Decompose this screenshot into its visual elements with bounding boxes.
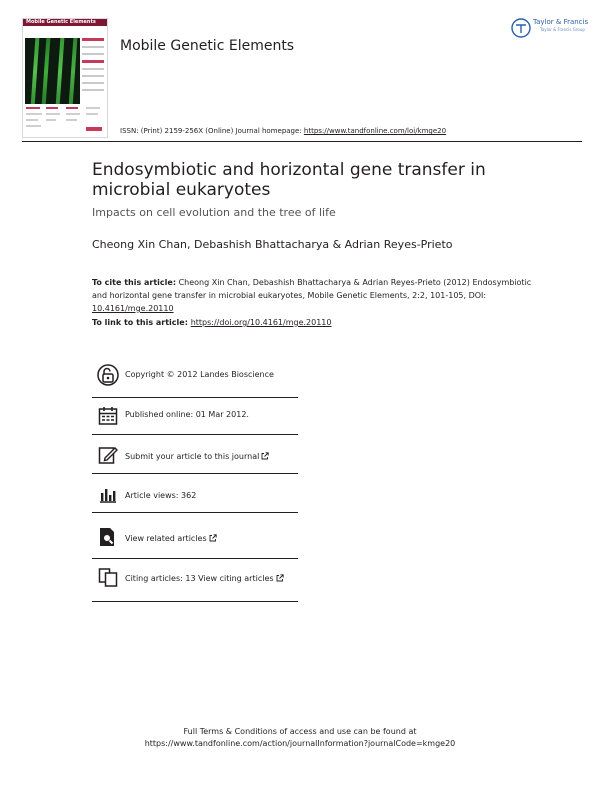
header-divider [22, 141, 582, 142]
external-link-icon [261, 452, 269, 460]
row-divider [92, 558, 298, 559]
doi-link[interactable]: 10.4161/mge.20110 [92, 304, 174, 313]
article-subtitle: Impacts on cell evolution and the tree of life [92, 206, 336, 219]
cover-journal-name: Mobile Genetic Elements [26, 19, 96, 25]
row-divider [92, 473, 298, 474]
issn-line [120, 127, 446, 135]
journal-cover-thumbnail [22, 18, 108, 138]
citation-text: Cheong Xin Chan, Debashish Bhattacharya & Adrian Reyes-Prieto (2012) Endosymbiotic and horizontal gene transfer in microbial eukaryotes, Mobile Genetic Elements, 2:2, 101-105, DOI: [92, 278, 532, 300]
related-articles-link[interactable] [125, 534, 217, 543]
issn-text: ISSN: (Print) 2159-256X (Online) Journal homepage: [120, 127, 304, 135]
cover-side-text [82, 38, 104, 104]
calendar-icon [97, 405, 119, 427]
external-link-icon [209, 534, 217, 542]
citation-block [92, 276, 532, 315]
article-link-label: To link to this article: [92, 318, 191, 327]
article-link-line [92, 318, 331, 327]
publisher-logo[interactable] [510, 17, 589, 39]
article-title-line-2: microbial eukaryotes [92, 180, 271, 200]
related-articles-label: View related articles [125, 534, 207, 543]
edit-pencil-icon [97, 444, 119, 466]
document-search-icon [97, 526, 119, 548]
published-date: Published online: 01 Mar 2012. [125, 410, 249, 419]
article-title [92, 160, 512, 200]
submit-article-label: Submit your article to this journal [125, 452, 260, 461]
publisher-logo-subtext: Taylor & Francis Group [540, 27, 585, 32]
bar-chart-icon [97, 483, 119, 505]
row-divider [92, 434, 298, 435]
copy-documents-icon [97, 566, 119, 588]
citation-label: To cite this article: [92, 278, 177, 287]
row-divider [92, 397, 298, 398]
publisher-logo-icon [510, 17, 532, 39]
row-divider [92, 601, 298, 602]
article-views: Article views: 362 [125, 491, 197, 500]
journal-homepage-link[interactable]: https://www.tandfonline.com/loi/kmge20 [303, 127, 447, 135]
external-link-icon [276, 574, 284, 582]
publisher-logo-text: Taylor & Francis [533, 18, 589, 26]
open-lock-icon [97, 364, 119, 386]
citing-articles-label: Citing articles: 13 View citing articles [125, 574, 274, 583]
cover-contents [26, 107, 104, 134]
article-title-line-1: Endosymbiotic and horizontal gene transfer in [92, 160, 486, 180]
row-divider [92, 512, 298, 513]
citing-articles-link[interactable] [125, 574, 284, 583]
cover-image [25, 38, 80, 104]
footer-terms [0, 726, 600, 750]
footer-terms-url[interactable]: https://www.tandfonline.com/action/journalInformation?journalCode=kmge20 [144, 739, 456, 748]
submit-article-link[interactable] [125, 452, 269, 461]
article-authors: Cheong Xin Chan, Debashish Bhattacharya & Adrian Reyes-Prieto [92, 238, 453, 251]
footer-terms-text: Full Terms & Conditions of access and use can be found at [183, 727, 417, 736]
journal-title[interactable]: Mobile Genetic Elements [120, 38, 295, 54]
copyright-text: Copyright © 2012 Landes Bioscience [125, 370, 274, 379]
article-doi-url[interactable]: https://doi.org/10.4161/mge.20110 [190, 318, 332, 327]
